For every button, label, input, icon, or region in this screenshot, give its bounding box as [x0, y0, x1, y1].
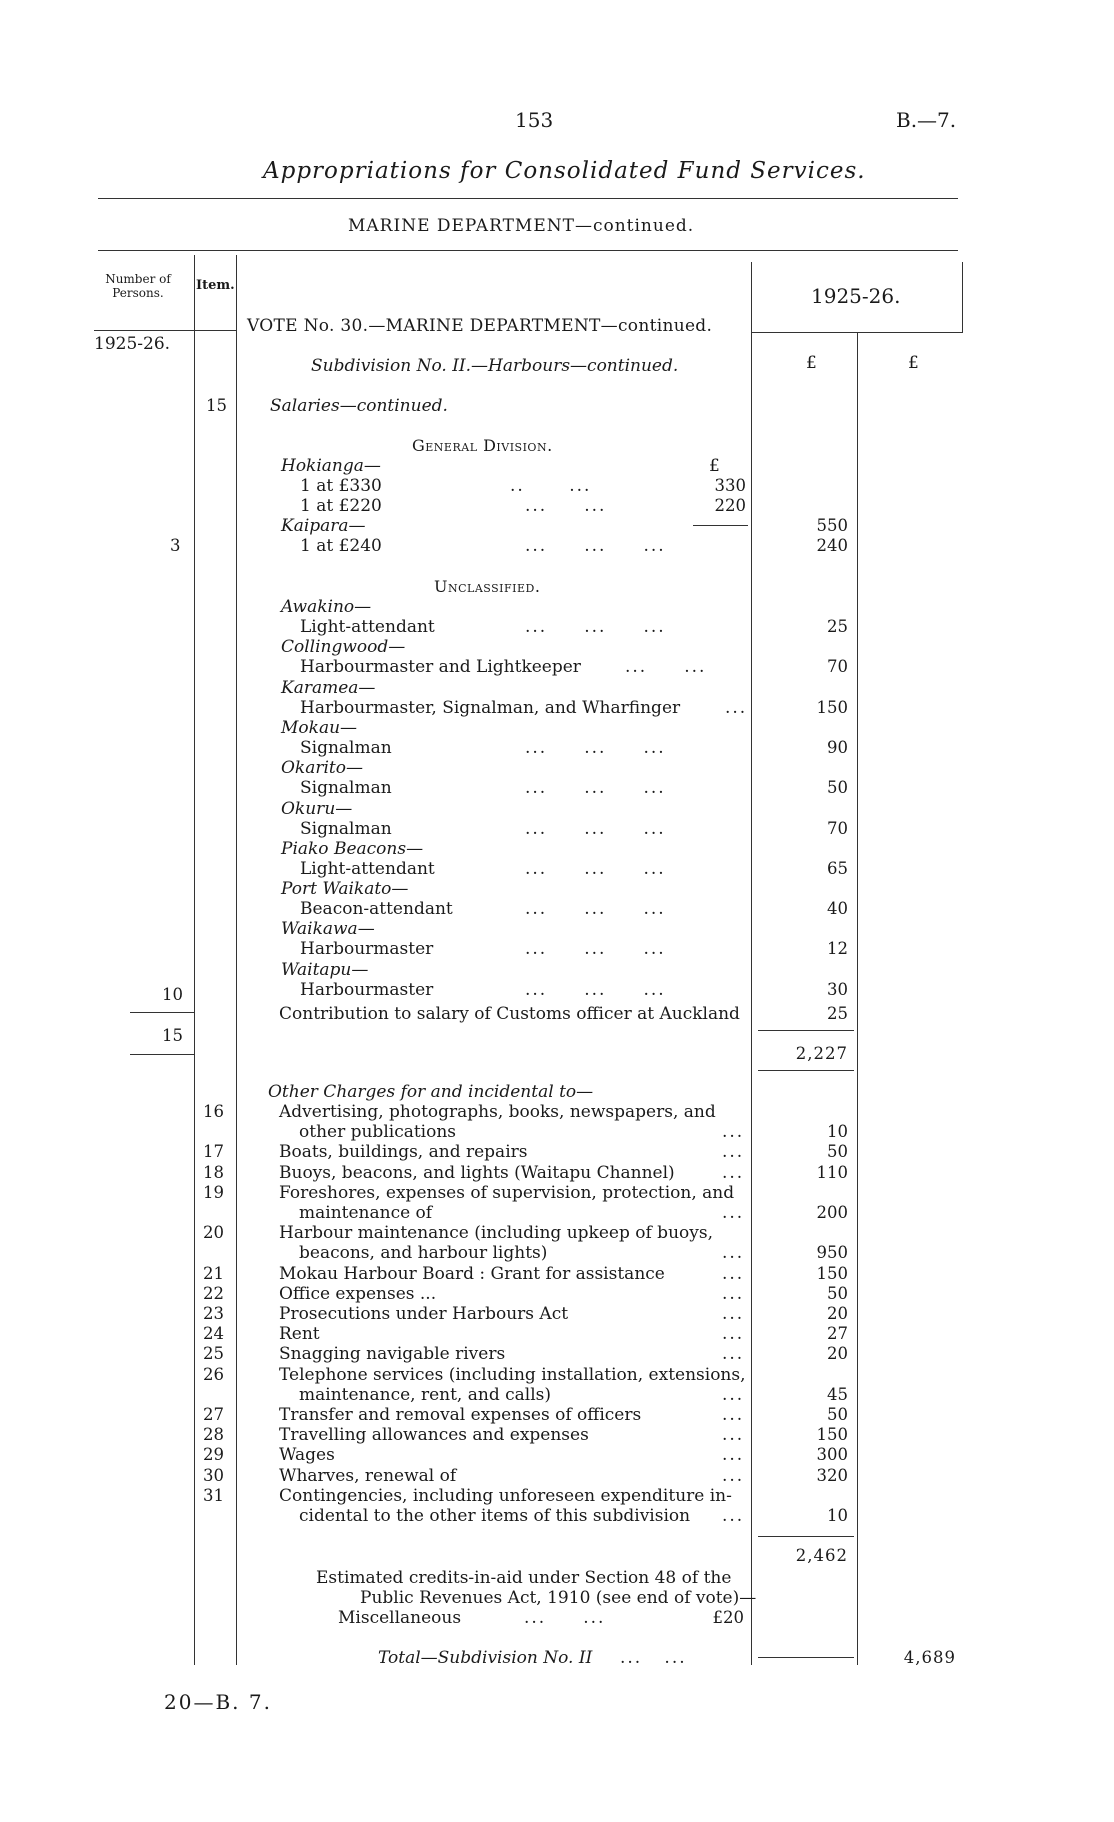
leader-dots: ... [722, 1344, 745, 1364]
leader-dots: ... [725, 698, 748, 718]
title-rule [98, 198, 958, 199]
unclassified-place: Awakino— [281, 597, 372, 617]
total-label: Total—Subdivision No. II [378, 1648, 593, 1668]
leader-dots: ... [722, 1324, 745, 1344]
charges-total-rule [758, 1536, 854, 1537]
general-persons-count: 3 [170, 536, 181, 555]
persons-header-rule [94, 330, 194, 331]
item-column-label: Item. [196, 278, 235, 293]
charge-amount: 50 [827, 1405, 848, 1424]
final-rule [758, 1657, 854, 1658]
charge-amount: 110 [816, 1163, 848, 1182]
leader-dots: ... ... [625, 657, 707, 677]
kaipara-line: 1 at £240 [300, 536, 382, 556]
charge-item-number: 16 [203, 1102, 224, 1121]
charge-item-number: 21 [203, 1264, 224, 1283]
currency-left: £ [806, 353, 817, 373]
unclassified-role: Harbourmaster, Signalman, and Wharfinger [300, 698, 681, 718]
persons-subtotal-rule [130, 1012, 194, 1013]
unclassified-place: Okarito— [281, 758, 364, 778]
charge-description: Wages [279, 1445, 335, 1465]
leader-dots: ... [722, 1445, 745, 1465]
unclassified-role: Harbourmaster [300, 939, 434, 959]
unclassified-amount: 25 [827, 617, 848, 636]
charge-item-number: 23 [203, 1304, 224, 1323]
unclassified-place: Port Waikato— [281, 879, 409, 899]
charge-amount: 200 [816, 1203, 848, 1222]
subdivision-title: Subdivision No. II.—Harbours—continued. [311, 356, 679, 376]
salaries-item-number: 15 [206, 396, 227, 415]
unclassified-role: Light-attendant [300, 617, 435, 637]
leader-dots: ... [722, 1385, 745, 1405]
hokianga-total: 550 [816, 516, 848, 535]
charge-description: Snagging navigable rivers [279, 1344, 506, 1364]
unclassified-amount: 40 [827, 899, 848, 918]
unclassified-role: Beacon-attendant [300, 899, 453, 919]
charge-amount: 20 [827, 1304, 848, 1323]
charge-description: Travelling allowances and expenses [279, 1425, 589, 1445]
charge-description: Foreshores, expenses of supervision, protection, and [279, 1183, 735, 1203]
charge-item-number: 18 [203, 1163, 224, 1182]
leader-dots: ... ... ... [525, 738, 666, 758]
hokianga-line2-value: 220 [714, 496, 746, 515]
right-border [962, 262, 963, 332]
charge-description: Boats, buildings, and repairs [279, 1142, 528, 1162]
leader-dots: ... [722, 1163, 745, 1183]
leader-dots: ... ... ... [525, 778, 666, 798]
charge-item-number: 27 [203, 1405, 224, 1424]
charge-item-number: 17 [203, 1142, 224, 1161]
unclassified-role: Signalman [300, 819, 392, 839]
charge-item-number: 30 [203, 1466, 224, 1485]
leader-dots: ... [722, 1284, 745, 1304]
unclassified-heading: Unclassified. [434, 577, 541, 596]
unclassified-role: Light-attendant [300, 859, 435, 879]
leader-dots: ... ... ... [525, 819, 666, 839]
department-heading: MARINE DEPARTMENT—continued. [348, 216, 695, 236]
charge-description: Advertising, photographs, books, newspapers, and [279, 1102, 716, 1122]
leader-dots: ... [722, 1122, 745, 1142]
leader-dots: ... [722, 1425, 745, 1445]
charge-description: Contingencies, including unforeseen expenditure in- [279, 1486, 732, 1506]
leader-dots: ... ... [524, 1608, 606, 1628]
hokianga-line2: 1 at £220 [300, 496, 382, 516]
salaries-total-rule [758, 1070, 854, 1071]
page-number: 153 [515, 108, 554, 132]
leader-dots: ... ... ... [525, 536, 666, 556]
charge-item-number: 31 [203, 1486, 224, 1505]
charge-amount: 150 [816, 1425, 848, 1444]
charge-item-number: 28 [203, 1425, 224, 1444]
credits-line1: Estimated credits-in-aid under Section 48 of the [316, 1568, 732, 1588]
unclassified-place: Mokau— [281, 718, 358, 738]
charge-item-number: 29 [203, 1445, 224, 1464]
total-divider [857, 332, 858, 1665]
charge-description: Mokau Harbour Board : Grant for assistance [279, 1264, 665, 1284]
persons-year: 1925-26. [94, 334, 171, 354]
page-title: Appropriations for Consolidated Fund Services. [263, 158, 866, 184]
unclassified-role: Signalman [300, 738, 392, 758]
general-division-heading: General Division. [412, 436, 553, 455]
credits-line3: Miscellaneous [338, 1608, 462, 1628]
leader-dots: ... [722, 1405, 745, 1425]
charge-amount: 10 [827, 1122, 848, 1141]
leader-dots: ... [722, 1466, 745, 1486]
unclassified-place: Waikawa— [281, 919, 375, 939]
subtotal-rule [693, 525, 748, 526]
charge-description: Wharves, renewal of [279, 1466, 457, 1486]
unclassified-amount: 70 [827, 657, 848, 676]
credits-line2: Public Revenues Act, 1910 (see end of vote)— [360, 1588, 757, 1608]
leader-dots: ... [722, 1506, 745, 1526]
credits-amount: £20 [712, 1608, 744, 1627]
charge-description: Buoys, beacons, and lights (Waitapu Channel) [279, 1163, 675, 1183]
charge-amount: 27 [827, 1324, 848, 1343]
unclassified-place: Collingwood— [281, 637, 406, 657]
leader-dots: ... ... ... [525, 899, 666, 919]
hokianga-label: Hokianga— [281, 456, 381, 476]
year-header-rule [751, 332, 963, 333]
charge-item-number: 19 [203, 1183, 224, 1202]
unclassified-amount: 65 [827, 859, 848, 878]
unclassified-place: Piako Beacons— [281, 839, 424, 859]
page-reference: B.—7. [896, 108, 957, 132]
unclassified-amount: 70 [827, 819, 848, 838]
charge-amount: 50 [827, 1284, 848, 1303]
leader-dots: ... ... ... [525, 939, 666, 959]
charge-description-continued: cidental to the other items of this subdivision [299, 1506, 691, 1526]
unclassified-role: Harbourmaster [300, 980, 434, 1000]
charge-item-number: 20 [203, 1223, 224, 1242]
leader-dots: ... ... ... [525, 617, 666, 637]
item-divider [236, 255, 237, 1665]
currency-right: £ [908, 353, 919, 373]
charge-description: Telephone services (including installation, extensions, [279, 1365, 746, 1385]
leader-dots: ... [722, 1243, 745, 1263]
charge-description: Office expenses ... [279, 1284, 437, 1304]
year-column-label: 1925-26. [811, 284, 901, 308]
unclassified-place: Karamea— [281, 678, 376, 698]
footer-signature: 20—B. 7. [164, 1690, 272, 1714]
leader-dots: ... ... ... [525, 859, 666, 879]
leader-dots: ... ... ... [525, 980, 666, 1000]
charge-amount: 150 [816, 1264, 848, 1283]
unclassified-amount: 50 [827, 778, 848, 797]
leader-dots: ... ... [620, 1648, 687, 1668]
charge-amount: 10 [827, 1506, 848, 1525]
charge-description: Transfer and removal expenses of officers [279, 1405, 642, 1425]
amount-divider [751, 262, 752, 1665]
charge-amount: 50 [827, 1142, 848, 1161]
charge-item-number: 24 [203, 1324, 224, 1343]
persons-divider [194, 255, 195, 1665]
grand-total: 4,689 [903, 1648, 956, 1667]
kaipara-label: Kaipara— [281, 516, 366, 536]
hokianga-line1-value: 330 [714, 476, 746, 495]
charge-amount: 950 [816, 1243, 848, 1262]
charge-description-continued: maintenance, rent, and calls) [299, 1385, 551, 1405]
unclassified-role: Harbourmaster and Lightkeeper [300, 657, 581, 677]
charge-item-number: 25 [203, 1344, 224, 1363]
charge-description-continued: beacons, and harbour lights) [299, 1243, 548, 1263]
salaries-total: 2,227 [795, 1044, 848, 1063]
leader-dots: .. ... [510, 476, 592, 496]
charge-description: Harbour maintenance (including upkeep of buoys, [279, 1223, 713, 1243]
charge-amount: 45 [827, 1385, 848, 1404]
pound-sign: £ [709, 456, 720, 476]
charge-description-continued: other publications [299, 1122, 457, 1142]
persons-total-rule [130, 1054, 194, 1055]
header-rule [98, 250, 958, 251]
charge-description: Rent [279, 1324, 320, 1344]
hokianga-line1: 1 at £330 [300, 476, 382, 496]
charge-description: Prosecutions under Harbours Act [279, 1304, 569, 1324]
salaries-subtotal-rule [758, 1030, 854, 1031]
kaipara-total: 240 [816, 536, 848, 555]
unclassified-amount: 90 [827, 738, 848, 757]
unclassified-place: Okuru— [281, 799, 353, 819]
leader-dots: ... ... [525, 496, 607, 516]
contribution-text: Contribution to salary of Customs officer at Auckland [279, 1004, 740, 1024]
charge-description-continued: maintenance of [299, 1203, 433, 1223]
item-header-rule [194, 330, 236, 331]
persons-column-label: Number of Persons. [105, 272, 171, 300]
charge-amount: 320 [816, 1466, 848, 1485]
leader-dots: ... [722, 1304, 745, 1324]
leader-dots: ... [722, 1203, 745, 1223]
unclassified-role: Signalman [300, 778, 392, 798]
leader-dots: ... [722, 1264, 745, 1284]
other-charges-total: 2,462 [795, 1546, 848, 1565]
charge-item-number: 22 [203, 1284, 224, 1303]
leader-dots: ... [722, 1142, 745, 1162]
charge-amount: 300 [816, 1445, 848, 1464]
salaries-heading: Salaries—continued. [270, 396, 448, 416]
charge-amount: 20 [827, 1344, 848, 1363]
unclassified-amount: 12 [827, 939, 848, 958]
unclassified-place: Waitapu— [281, 960, 369, 980]
unclassified-persons-count: 10 [162, 985, 183, 1004]
unclassified-amount: 150 [816, 698, 848, 717]
contribution-amount: 25 [827, 1004, 848, 1023]
other-charges-heading: Other Charges for and incidental to— [268, 1082, 594, 1102]
vote-title: VOTE No. 30.—MARINE DEPARTMENT—continued. [247, 316, 713, 336]
total-persons-count: 15 [162, 1026, 183, 1045]
charge-item-number: 26 [203, 1365, 224, 1384]
unclassified-amount: 30 [827, 980, 848, 999]
